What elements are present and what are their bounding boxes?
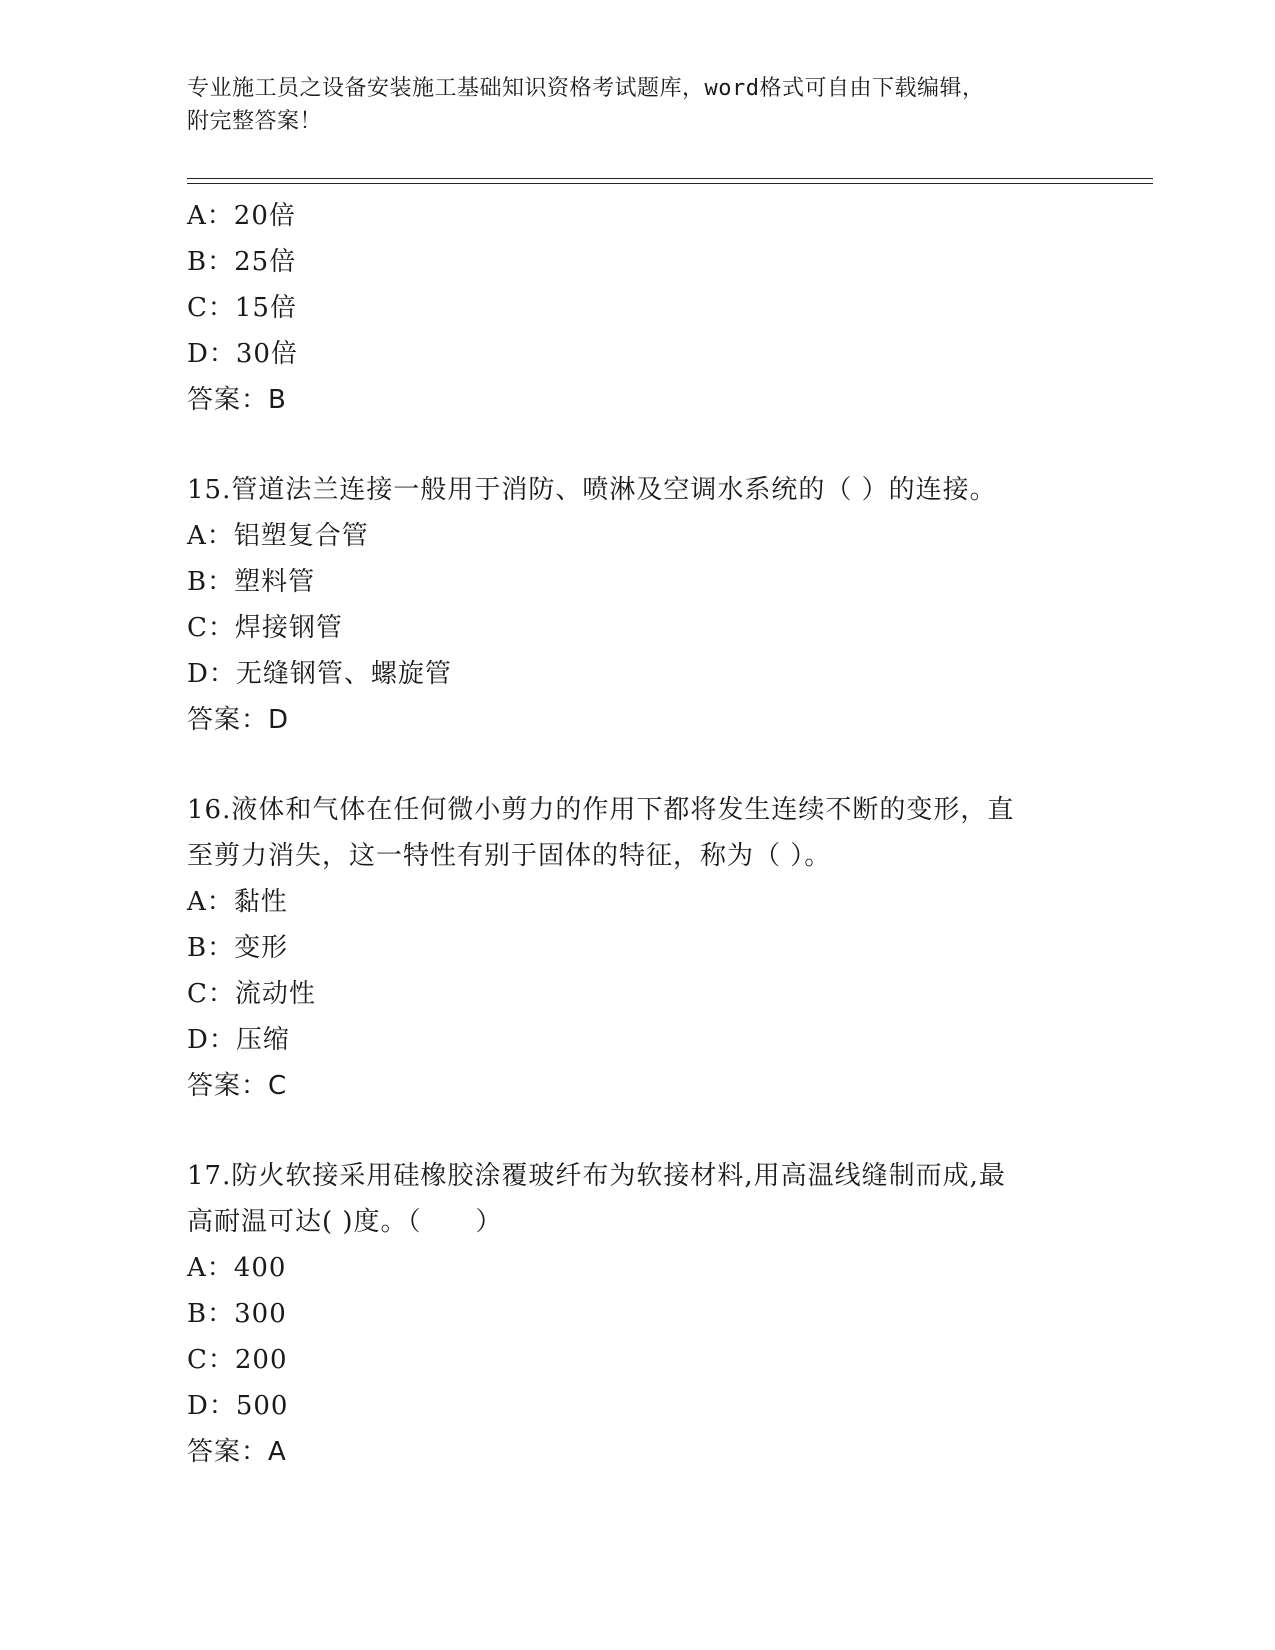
- option-b: B：25倍: [187, 247, 297, 277]
- question-17: [187, 1153, 1117, 1475]
- question-text-line-2: 高耐温可达( )度。（ ）: [187, 1207, 503, 1237]
- question-16: [187, 787, 1117, 1109]
- option-d: D：30倍: [187, 339, 298, 369]
- option-c: C：15倍: [187, 293, 297, 323]
- option-d: D：500: [187, 1391, 289, 1421]
- document-header: [187, 72, 1087, 138]
- option-b: B：变形: [187, 933, 289, 963]
- option-a: A：400: [187, 1253, 287, 1283]
- question-text-line-1: 17.防火软接采用硅橡胶涂覆玻纤布为软接材料,用高温线缝制而成,最: [187, 1161, 1006, 1191]
- header-line-1: 专业施工员之设备安装施工基础知识资格考试题库，word格式可自由下载编辑，: [187, 76, 985, 101]
- option-b: B：塑料管: [187, 567, 316, 597]
- header-line-2: 附完整答案！: [187, 109, 323, 134]
- option-b: B：300: [187, 1299, 287, 1329]
- option-c: C：焊接钢管: [187, 613, 343, 643]
- header-divider-bottom: [187, 183, 1153, 184]
- option-c: C：流动性: [187, 979, 316, 1009]
- option-d: D：压缩: [187, 1025, 290, 1055]
- option-d: D：无缝钢管、螺旋管: [187, 659, 452, 689]
- option-c: C：200: [187, 1345, 288, 1375]
- question-text-line-2: 至剪力消失，这一特性有别于固体的特征，称为（ ）。: [187, 841, 832, 871]
- answer-line: 答案：D: [187, 705, 290, 735]
- answer-line: 答案：A: [187, 1437, 287, 1467]
- option-a: A：铝塑复合管: [187, 521, 369, 551]
- question-15: [187, 467, 1117, 743]
- option-a: A：20倍: [187, 201, 296, 231]
- question-continued: [187, 193, 1117, 423]
- option-a: A：黏性: [187, 887, 288, 917]
- question-text: 15.管道法兰连接一般用于消防、喷淋及空调水系统的（ ）的连接。: [187, 475, 997, 505]
- answer-line: 答案：B: [187, 385, 287, 415]
- answer-line: 答案：C: [187, 1071, 288, 1101]
- header-divider-top: [187, 178, 1153, 179]
- question-list: [187, 193, 1117, 1475]
- question-text-line-1: 16.液体和气体在任何微小剪力的作用下都将发生连续不断的变形，直: [187, 795, 1015, 825]
